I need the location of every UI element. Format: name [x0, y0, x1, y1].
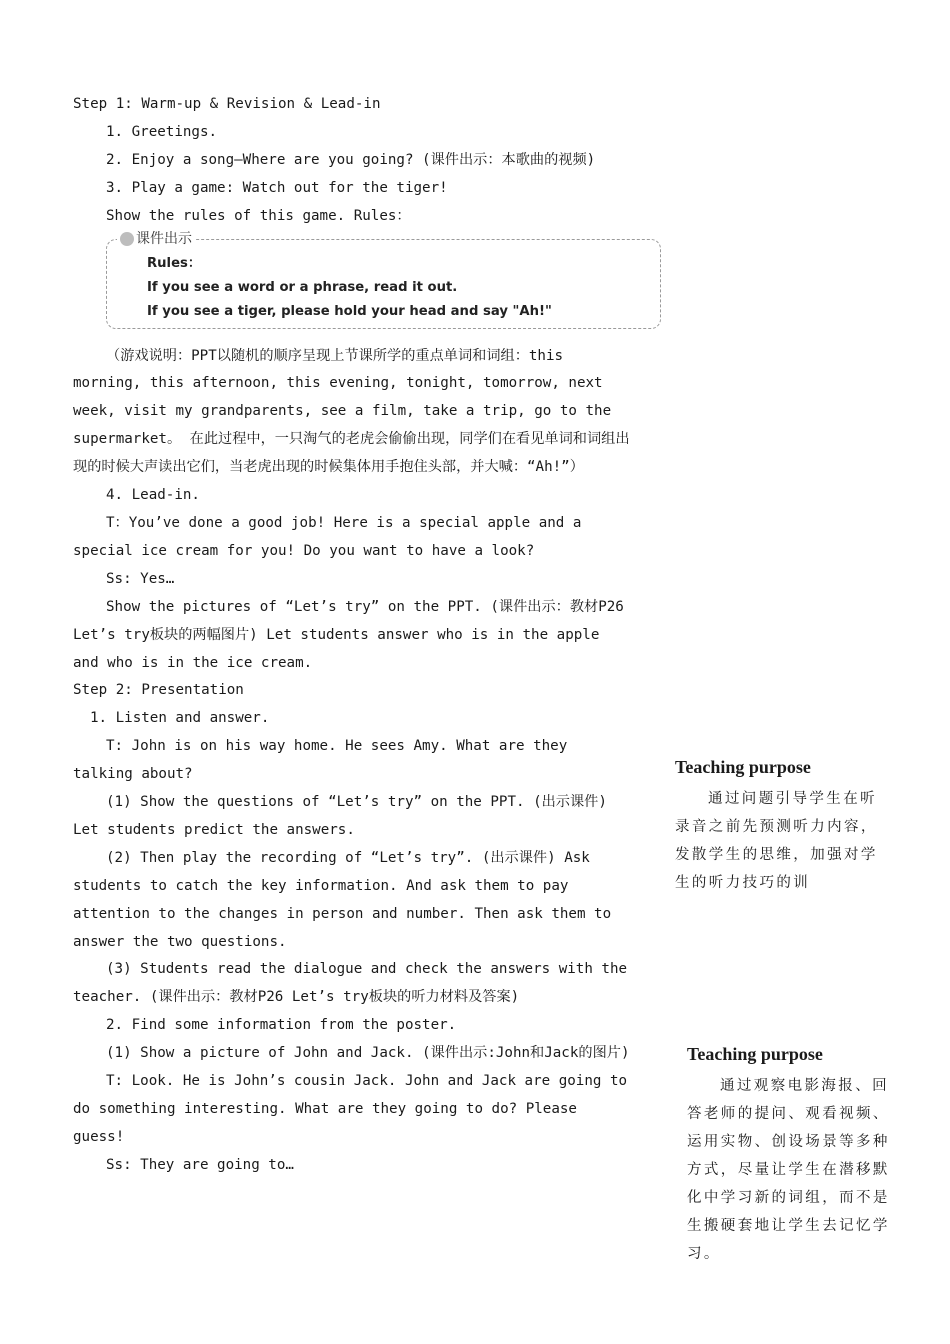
procedure-2: (2) Then play the recording of “Let’s try”. (出示课件) Ask students to catch the key information. And ask them to pay attention to the changes in person and number. Then ask them to answer the two questions. — [73, 849, 612, 950]
teaching-purpose-body-1: 通过问题引导学生在听录音之前先预测听力内容，发散学生的思维，加强对学生的听力技巧的训 — [675, 791, 878, 891]
students-line-2: Ss: They are going to… — [106, 1156, 294, 1173]
procedure-1: (1) Show the questions of “Let’s try” on the PPT. (出示课件) Let students predict the answers. — [73, 794, 607, 838]
step1-item-song: 2. Enjoy a song—Where are you going? (课件出示：本歌曲的视频) — [106, 151, 596, 168]
rules-text — [147, 252, 552, 324]
rules-title: Rules： — [147, 255, 202, 271]
procedure-4: (1) Show a picture of John and Jack. (课件出示:John和Jack的图片) — [106, 1045, 630, 1062]
courseware-dot-icon — [120, 232, 134, 246]
step2-heading: Step 2: Presentation — [73, 682, 244, 699]
step1-item-greetings: 1. Greetings. — [106, 123, 218, 140]
step1-heading: Step 1: Warm-up & Revision & Lead-in — [73, 96, 381, 112]
game-note: （游戏说明：PPT以随机的顺序呈现上节课所学的重点单词和词组：this morning, this afternoon, this evening, tonight, tomorrow, next week, visit my grandparents, see a film, take a trip, go to the supermarket。 在此过程中，一只淘气的老虎会偷偷出现，同学们在看见单词和词组出现的时候大声读出它们，当老虎出现的时候集体用手抱住头部，并大喊：“Ah!”） — [73, 347, 630, 476]
teaching-purpose-note-2 — [687, 1042, 892, 1268]
step2-item-poster: 2. Find some information from the poster. — [106, 1017, 457, 1034]
procedure-3: (3) Students read the dialogue and check the answers with the teacher. (课件出示：教材P26 Let’s try板块的听力材料及答案) — [73, 961, 628, 1006]
lesson-plan-main — [73, 91, 633, 1180]
teacher-line-1: T：You’ve done a good job! Here is a special apple and a special ice cream for you! Do you want to have a look? — [73, 514, 582, 559]
teaching-purpose-title-1: Teaching purpose — [675, 757, 811, 777]
students-line-1: Ss: Yes… — [106, 570, 175, 587]
courseware-tag — [117, 229, 195, 249]
teacher-line-2: T: John is on his way home. He sees Amy. What are they talking about? — [73, 738, 568, 783]
show-pictures-line: Show the pictures of “Let’s try” on the PPT. (课件出示：教材P26 Let’s try板块的两幅图片) Let students answer who is in the apple and who is in the ice cream. — [73, 598, 624, 671]
courseware-tag-label: 课件出示 — [136, 230, 192, 247]
step2-item-listen: 1. Listen and answer. — [90, 710, 270, 727]
teaching-purpose-title-2: Teaching purpose — [687, 1044, 823, 1064]
teacher-line-3: T: Look. He is John’s cousin Jack. John and Jack are going to do something interesting. What are they going to do? Please guess! — [73, 1073, 628, 1145]
step1-item-leadin: 4. Lead-in. — [106, 487, 200, 504]
rules-intro: Show the rules of this game. Rules： — [106, 207, 411, 224]
rule-tiger: If you see a tiger, please hold your head and say "Ah!" — [147, 303, 552, 319]
teaching-purpose-body-2: 通过观察电影海报、回答老师的提问、观看视频、运用实物、创设场景等多种方式，尽量让学生在潜移默化中学习新的词组，而不是生搬硬套地让学生去记忆学习。 — [687, 1078, 890, 1262]
rule-word: If you see a word or a phrase, read it out. — [147, 279, 458, 295]
step1-item-game: 3. Play a game: Watch out for the tiger! — [106, 179, 448, 196]
courseware-box — [106, 230, 661, 329]
teaching-purpose-note-1 — [675, 755, 890, 897]
